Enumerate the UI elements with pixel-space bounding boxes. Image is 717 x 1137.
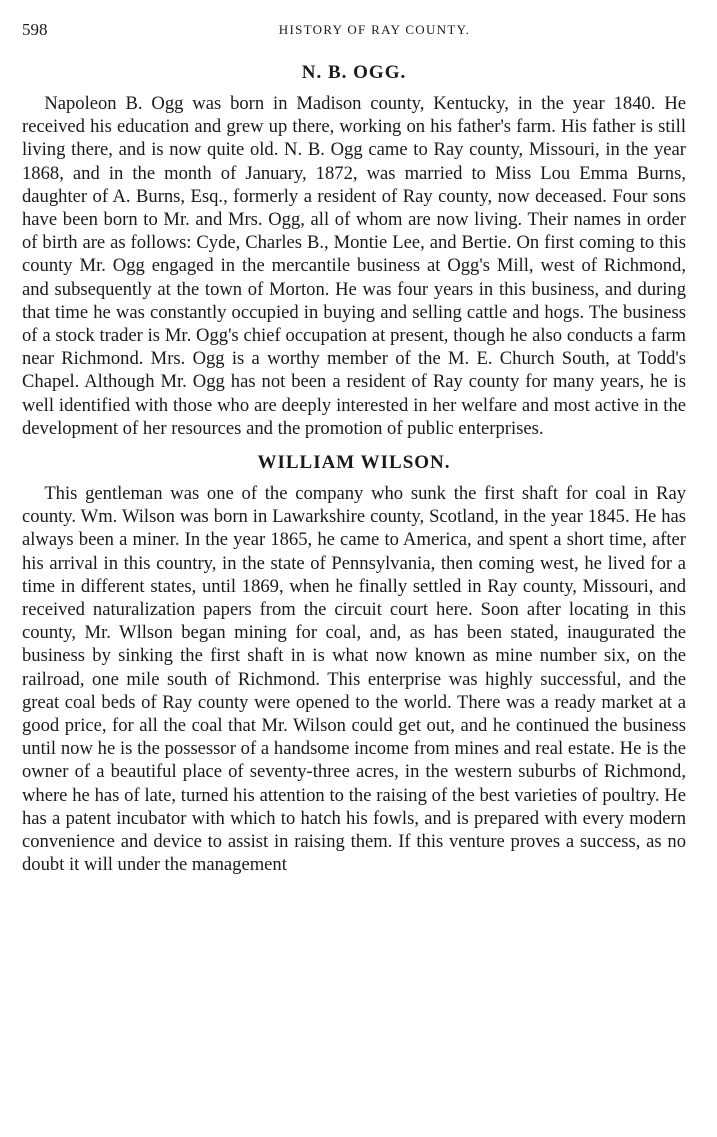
- biography-paragraph-wilson: This gentleman was one of the company who sunk the first shaft for coal in Ray county. Wm. Wilson was born in Lawarkshire county, Scotland, in the year 1845. He has always been a miner. In the year 1865, he came to America, and spent a short time, after his arrival in this country, in the state of Pennsylvania, then coming west, he lived for a time in different states, until 1869, when he finally settled in Ray county, Missouri, and received naturalization papers from the circuit court here. Soon after locating in this county, Mr. Wllson began mining for coal, and, as has been stated, inaugurated the business by sinking the first shaft in is what now known as mine number six, on the railroad, one mile south of Richmond. This enterprise was highly successful, and the great coal beds of Ray county were opened to the world. There was a ready market at a good price, for all the coal that Mr. Wilson could get out, and he continued the business until now he is the possessor of a handsome income from mines and real estate. He is the owner of a beautiful place of seventy-three acres, in the western suburbs of Richmond, where he has of late, turned his attention to the raising of the best varieties of poultry. He has a patent incubator with which to hatch his fowls, and is prepared with every modern convenience and device to assist in raising them. If this venture proves a success, as no doubt it will under the management: [22, 483, 686, 876]
- biography-paragraph-ogg: Napoleon B. Ogg was born in Madison county, Kentucky, in the year 1840. He received his education and grew up there, working on his father's farm. His father is still living there, and is now quite old. N. B. Ogg came to Ray county, Missouri, in the year 1868, and in the month of January, 1872, was married to Miss Lou Emma Burns, daughter of A. Burns, Esq., formerly a resident of Ray county, now deceased. Four sons have been born to Mr. and Mrs. Ogg, all of whom are now living. Their names in order of birth are as follows: Cyde, Charles B., Montie Lee, and Bertie. On first coming to this county Mr. Ogg engaged in the mercantile business at Ogg's Mill, west of Richmond, and subsequently at the town of Morton. He was four years in this business, and during that time he was constantly occupied in buying and selling cattle and hogs. The business of a stock trader is Mr. Ogg's chief occupation at present, though he also conducts a farm near Richmond. Mrs. Ogg is a worthy member of the M. E. Church South, at Todd's Chapel. Although Mr. Ogg has not been a resident of Ray county for many years, he is well identified with those who are deeply interested in her welfare and most active in the development of her resources and the promotion of public enterprises.: [22, 93, 686, 439]
- page-number: 598: [22, 20, 48, 39]
- page-content: [22, 60, 686, 877]
- running-title: HISTORY OF RAY COUNTY.: [278, 22, 471, 37]
- section-title-ogg: N. B. OGG.: [301, 62, 407, 83]
- section-title-wilson: WILLIAM WILSON.: [257, 452, 451, 474]
- running-head: [22, 20, 687, 42]
